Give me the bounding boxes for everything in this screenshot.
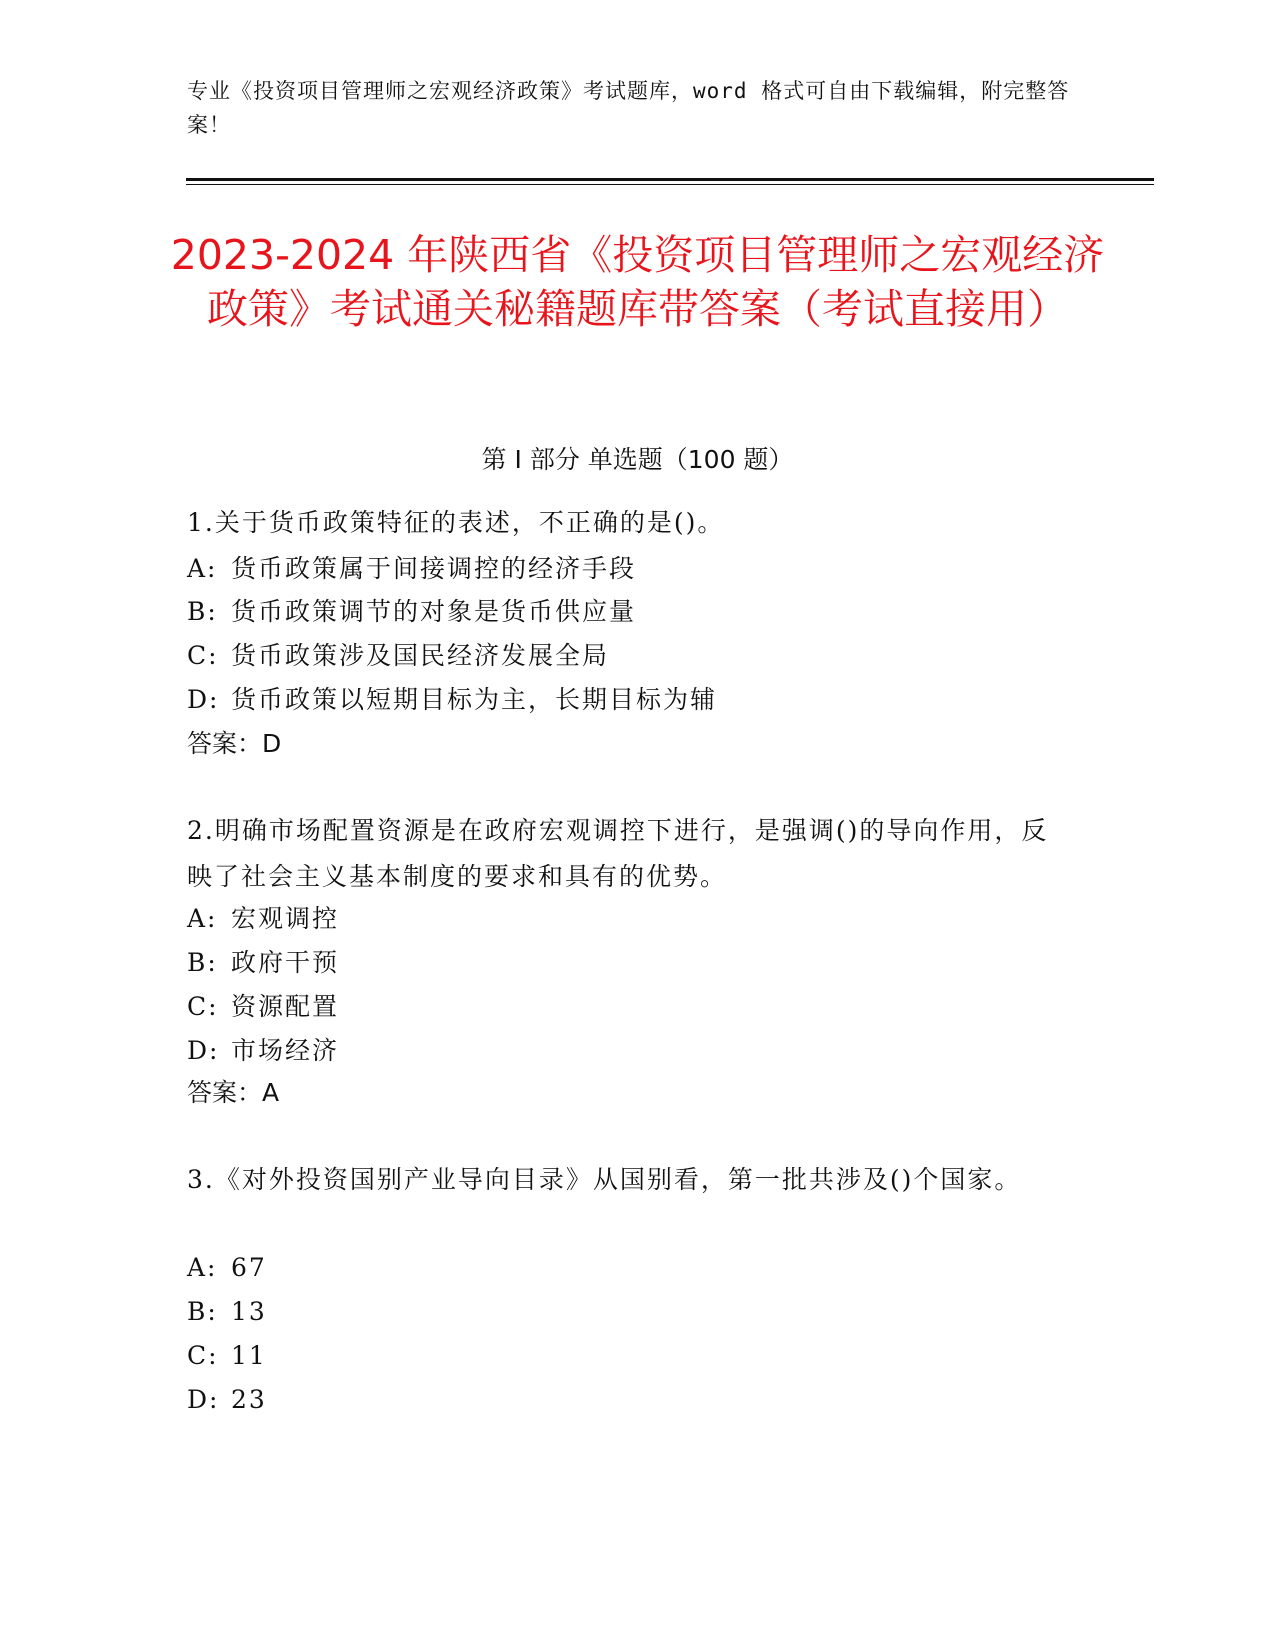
option-text: 13: [231, 1297, 267, 1326]
question-3-option-b: [187, 1289, 267, 1335]
header-note: 专业《投资项目管理师之宏观经济政策》考试题库，word 格式可自由下载编辑，附完整答案！: [187, 79, 1070, 137]
question-2-option-b: [187, 940, 339, 986]
question-1-option-b: [187, 589, 636, 635]
option-key: B:: [187, 1297, 218, 1326]
question-2-option-a: [187, 896, 339, 942]
document-title: 2023-2024 年陕西省《投资项目管理师之宏观经济政策》考试通关秘籍题库带答案（考试直接用）: [170, 231, 1105, 333]
option-text: 23: [231, 1385, 267, 1414]
question-1-option-c: [187, 633, 609, 679]
question-1-answer: 答案：D: [187, 729, 282, 758]
option-key: B:: [187, 597, 218, 626]
question-1-option-a: [187, 546, 636, 592]
option-text: 货币政策属于间接调控的经济手段: [231, 554, 637, 583]
option-key: C:: [187, 992, 219, 1021]
option-text: 货币政策调节的对象是货币供应量: [231, 597, 637, 626]
option-key: A:: [187, 1253, 218, 1282]
question-3-option-d: [187, 1377, 267, 1423]
header-divider-thick: [186, 178, 1154, 181]
header-divider-thin: [186, 184, 1154, 185]
question-3-option-a: [187, 1245, 267, 1291]
question-2-answer: 答案：A: [187, 1078, 280, 1107]
option-text: 67: [231, 1253, 267, 1282]
question-3-option-c: [187, 1333, 267, 1379]
option-key: D:: [187, 685, 220, 714]
option-text: 宏观调控: [231, 904, 340, 933]
question-1-text: 1.关于货币政策特征的表述，不正确的是()。: [187, 508, 725, 537]
section-heading: 第 I 部分 单选题（100 题）: [481, 445, 794, 474]
option-text: 政府干预: [231, 948, 340, 977]
question-3-text: 3.《对外投资国别产业导向目录》从国别看，第一批共涉及()个国家。: [187, 1165, 1022, 1194]
question-2-option-d: [187, 1028, 339, 1074]
question-2-text: 2.明确市场配置资源是在政府宏观调控下进行，是强调()的导向作用，反映了社会主义基本制度的要求和具有的优势。: [187, 816, 1049, 891]
option-text: 货币政策涉及国民经济发展全局: [231, 641, 610, 670]
option-text: 资源配置: [231, 992, 340, 1021]
option-text: 11: [231, 1341, 267, 1370]
question-1-option-d: [187, 677, 717, 723]
option-key: C:: [187, 641, 219, 670]
option-key: D:: [187, 1385, 220, 1414]
option-text: 货币政策以短期目标为主，长期目标为辅: [231, 685, 718, 714]
option-key: A:: [187, 904, 218, 933]
option-key: A:: [187, 554, 218, 583]
question-2-option-c: [187, 984, 339, 1030]
option-text: 市场经济: [231, 1036, 340, 1065]
option-key: B:: [187, 948, 218, 977]
option-key: C:: [187, 1341, 219, 1370]
option-key: D:: [187, 1036, 220, 1065]
